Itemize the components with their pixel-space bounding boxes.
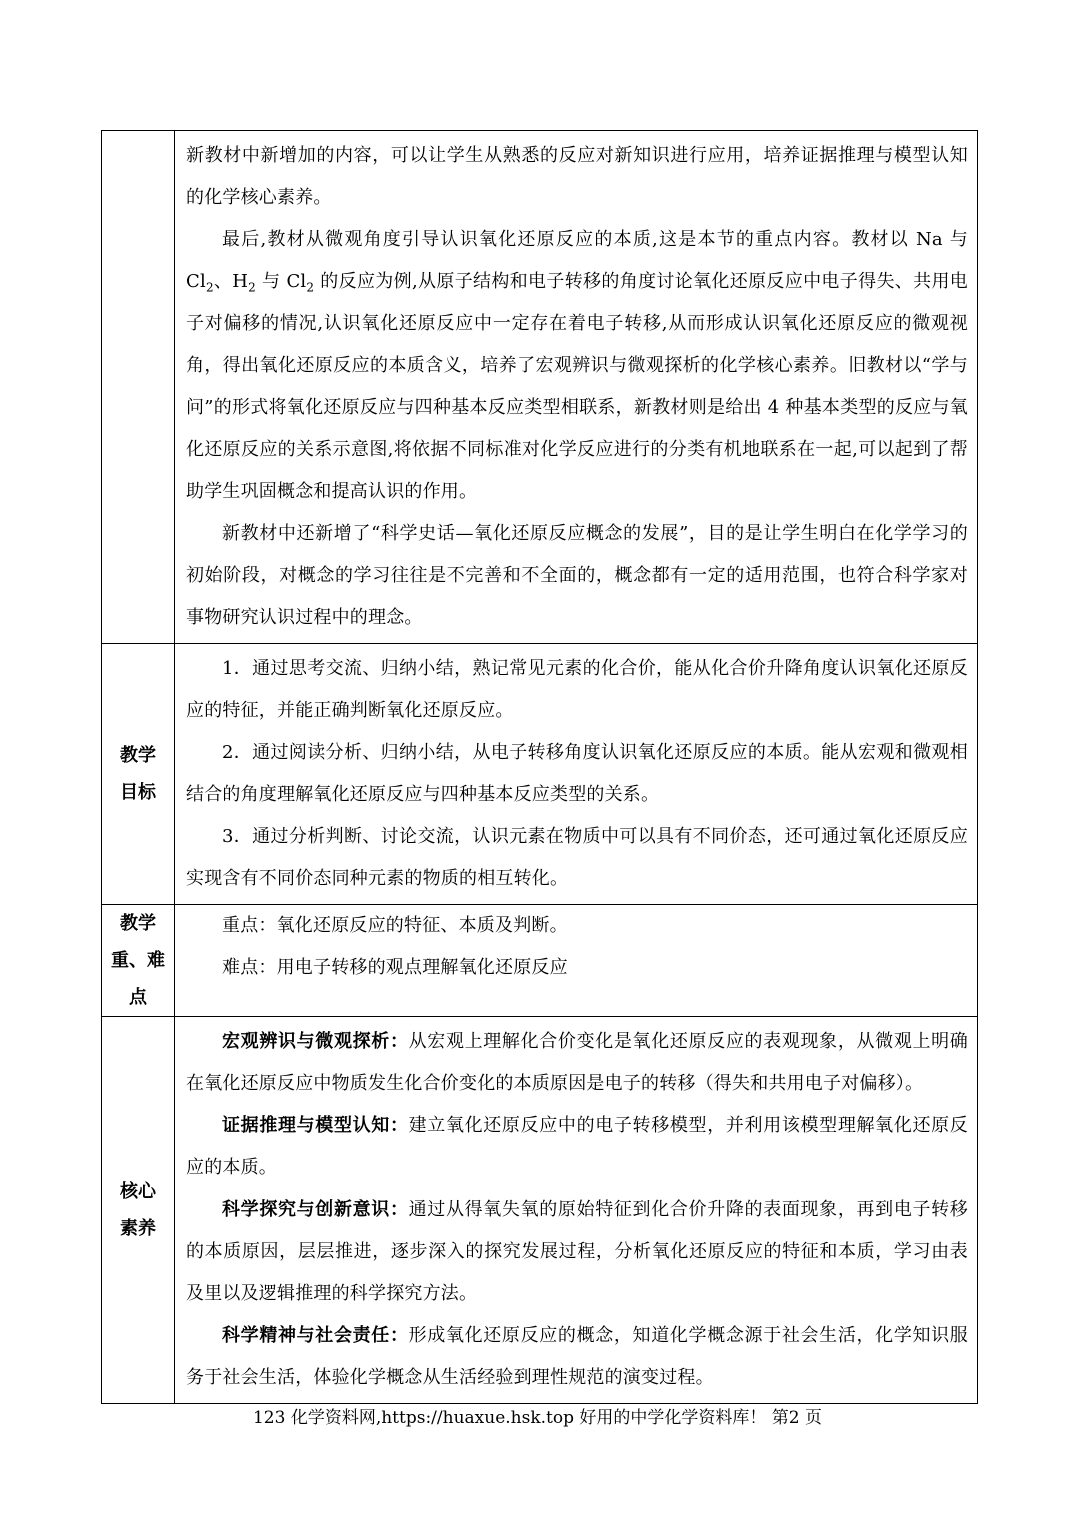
literacy-item: 科学探究与创新意识：通过从得氧失氧的原始特征到化合价升降的表面现象，再到电子转移的本质原因，层层推进，逐步深入的探究发展过程，分析氧化还原反应的特征和本质，学习由表及里以及逻辑推理的科学探究方法。: [186, 1199, 969, 1304]
table-row-textbook-analysis: [102, 131, 978, 644]
row-content: [175, 905, 978, 1017]
lesson-plan-table: [101, 130, 978, 1404]
table-row-teaching-goals: [102, 644, 978, 905]
goal-item: 2．通过阅读分析、归纳小结，从电子转移角度认识氧化还原反应的本质。能从宏观和微观相结合的角度理解氧化还原反应与四种基本反应类型的关系。: [186, 742, 968, 805]
row-label-teaching-goals: 教学 目标: [102, 644, 175, 905]
paragraph: 新教材中新增加的内容，可以让学生从熟悉的反应对新知识进行应用，培养证据推理与模型认知的化学核心素养。: [186, 145, 968, 208]
row-content: [175, 131, 978, 644]
row-label-core-literacy: 核心 素养: [102, 1017, 175, 1404]
table-row-core-literacy: [102, 1017, 978, 1404]
goal-item: 1．通过思考交流、归纳小结，熟记常见元素的化合价，能从化合价升降角度认识氧化还原反应的特征，并能正确判断氧化还原反应。: [186, 658, 968, 721]
page-footer: 123 化学资料网,https://huaxue.hsk.top 好用的中学化学资料库！ 第2 页: [252, 1408, 823, 1428]
literacy-item: 宏观辨识与微观探析：从宏观上理解化合价变化是氧化还原反应的表观现象，从微观上明确在氧化还原反应中物质发生化合价变化的本质原因是电子的转移（得失和共用电子对偏移）。: [186, 1031, 969, 1094]
difficult-point: 难点：用电子转移的观点理解氧化还原反应: [222, 957, 568, 978]
goal-item: 3．通过分析判断、讨论交流，认识元素在物质中可以具有不同价态，还可通过氧化还原反应实现含有不同价态同种元素的物质的相互转化。: [186, 826, 968, 889]
row-content: [175, 1017, 978, 1404]
paragraph: 最后,教材从微观角度引导认识氧化还原反应的本质,这是本节的重点内容。教材以 Na 与 $Cl_2$、$H_2$ 与 $Cl_2$ 的反应为例,从原子结构和电子转移的角度讨论氧化还原反应中电子得失、共用电子对偏移的情况,认识氧化还原反应中一定存在着电子转移,从而形成认识氧化还原反应的微观视角，得出氧化还原反应的本质含义，培养了宏观辨识与微观探析的化学核心素养。旧教材以“学与问”的形式将氧化还原反应与四种基本反应类型相联系，新教材则是给出 4 种基本类型的反应与氧化还原反应的关系示意图,将依据不同标准对化学反应进行的分类有机地联系在一起,可以起到了帮助学生巩固概念和提高认识的作用。: [186, 229, 968, 502]
row-content: [175, 644, 978, 905]
row-label-empty: [102, 131, 175, 644]
table-row-key-points: [102, 905, 978, 1017]
row-label-key-points: 教学 重、难 点: [102, 905, 175, 1017]
literacy-item: 证据推理与模型认知：建立氧化还原反应中的电子转移模型，并利用该模型理解氧化还原反应的本质。: [186, 1115, 969, 1178]
paragraph: 新教材中还新增了“科学史话—氧化还原反应概念的发展”，目的是让学生明白在化学学习的初始阶段，对概念的学习往往是不完善和不全面的，概念都有一定的适用范围，也符合科学家对事物研究认识过程中的理念。: [186, 523, 968, 628]
literacy-item: 科学精神与社会责任：形成氧化还原反应的概念，知道化学概念源于社会生活，化学知识服务于社会生活，体验化学概念从生活经验到理性规范的演变过程。: [186, 1325, 969, 1388]
key-point: 重点：氧化还原反应的特征、本质及判断。: [222, 915, 568, 936]
